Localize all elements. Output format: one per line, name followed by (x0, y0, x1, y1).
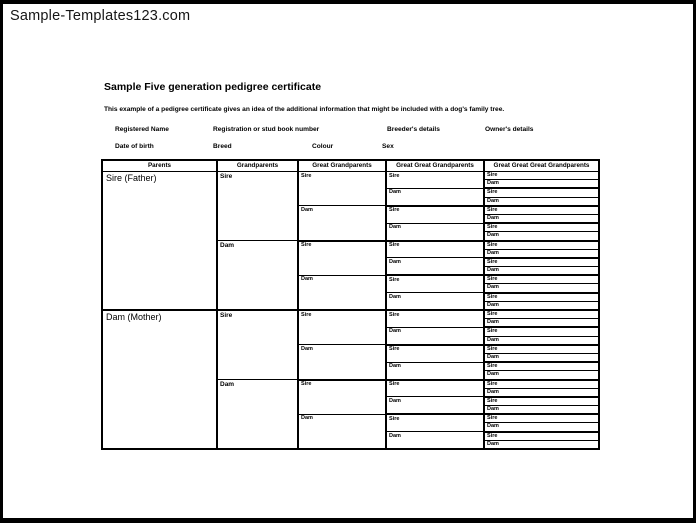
pedigree-cell-label: Sire (389, 172, 400, 179)
field-label-registered-name: Registered Name (115, 126, 169, 133)
pedigree-cell-label: Dam (487, 336, 499, 343)
pedigree-cell-label: Sire (487, 345, 498, 352)
pedigree-cell-label: Sire (487, 432, 498, 439)
pedigree-cell (485, 250, 598, 259)
pedigree-cell (485, 284, 598, 293)
pedigree-cell (485, 215, 598, 224)
pedigree-cell (485, 189, 598, 197)
pedigree-column-3 (385, 161, 483, 448)
pedigree-cell (218, 380, 297, 448)
pedigree-cell (485, 328, 598, 336)
pedigree-cell-label: Sire (389, 381, 400, 387)
pedigree-cell-label: Sire (389, 311, 400, 318)
pedigree-cell (485, 389, 598, 398)
pedigree-cell (387, 328, 483, 346)
pedigree-column-header: Great Grandparents (299, 161, 385, 172)
pedigree-cell (485, 294, 598, 302)
pedigree-cell-label: Dam (487, 406, 499, 413)
pedigree-cell (485, 381, 598, 389)
pedigree-cell-label: Sire (487, 276, 498, 283)
pedigree-cell (485, 346, 598, 354)
pedigree-cell-label: Dam (389, 189, 401, 196)
pedigree-cell (387, 363, 483, 381)
pedigree-cell (387, 293, 483, 311)
pedigree-cell-label: Dam (487, 301, 499, 308)
pedigree-column-2 (297, 161, 385, 448)
pedigree-cell (387, 311, 483, 328)
pedigree-cell (485, 232, 598, 241)
pedigree-cell-label: Sire (487, 189, 498, 196)
pedigree-cell-label: Sire (487, 293, 498, 300)
pedigree-cell-label: Dam (487, 388, 499, 395)
pedigree-cell-label: Dam (487, 232, 499, 239)
pedigree-cell (485, 433, 598, 441)
pedigree-cell (387, 172, 483, 189)
pedigree-cell (485, 172, 598, 180)
document-subtitle: This example of a pedigree certificate gives an idea of the additional information that might be included with a dog's family tree. (104, 106, 505, 113)
pedigree-cell (218, 172, 297, 241)
pedigree-cell-label: Dam (487, 423, 499, 430)
pedigree-cell (485, 423, 598, 432)
pedigree-cell (387, 224, 483, 242)
pedigree-cell-label: Dam (220, 381, 235, 388)
pedigree-cell (299, 345, 385, 380)
pedigree-cell (299, 206, 385, 241)
pedigree-cell (387, 207, 483, 224)
pedigree-cell-label: Dam (389, 258, 401, 265)
pedigree-cell-label: Dam (389, 363, 401, 370)
pedigree-cell (485, 180, 598, 189)
pedigree-cell (387, 381, 483, 398)
pedigree-column-header: Grandparents (218, 161, 297, 172)
pedigree-cell (485, 242, 598, 250)
pedigree-cell (387, 397, 483, 415)
pedigree-cell-label: Dam (389, 432, 401, 439)
pedigree-cell (387, 189, 483, 207)
document-title: Sample Five generation pedigree certificate (104, 81, 322, 93)
pedigree-column-0 (103, 161, 216, 448)
pedigree-cell (299, 311, 385, 345)
pedigree-cell (485, 398, 598, 406)
pedigree-cell (299, 242, 385, 276)
pedigree-cell (485, 224, 598, 232)
pedigree-column-header: Great Great Grandparents (387, 161, 483, 172)
pedigree-cell (218, 311, 297, 380)
pedigree-cell-label: Sire (487, 363, 498, 370)
pedigree-cell-label: Dam (389, 224, 401, 231)
field-label-owners-details: Owner's details (485, 126, 534, 133)
pedigree-cell-label: Sire (220, 173, 233, 180)
pedigree-cell (485, 198, 598, 207)
pedigree-cell (103, 172, 216, 311)
pedigree-cell (485, 406, 598, 415)
pedigree-column-1 (216, 161, 297, 448)
pedigree-cell-label: Sire (487, 415, 498, 422)
pedigree-cell (387, 276, 483, 293)
pedigree-cell-label: Dam (487, 371, 499, 378)
pedigree-cell-label: Dam (389, 293, 401, 300)
pedigree-column-header: Great Great Great Grandparents (485, 161, 598, 172)
pedigree-cell-label: Sire (487, 258, 498, 265)
pedigree-cell-label: Dam (301, 415, 313, 422)
pedigree-cell-label: Dam (487, 440, 499, 447)
pedigree-cell-label: Sire (389, 207, 400, 214)
field-label-sex: Sex (382, 143, 394, 150)
field-label-date-of-birth: Date of birth (115, 143, 154, 150)
pedigree-cell-label: Sire (220, 312, 233, 319)
pedigree-cell-label: Dam (301, 276, 313, 283)
pedigree-cell-label: Sire (301, 311, 312, 318)
pedigree-cell-label: Dam (389, 397, 401, 404)
pedigree-cell-label: Sire (487, 311, 498, 317)
pedigree-cell-label: Sire (301, 381, 312, 387)
pedigree-cell (299, 381, 385, 415)
field-label-breed: Breed (213, 143, 232, 150)
pedigree-cell-label: Sire (487, 241, 498, 248)
pedigree-cell-label: Sire (487, 224, 498, 231)
field-label-breeders-details: Breeder's details (387, 126, 440, 133)
pedigree-cell-label: Dam (487, 249, 499, 256)
pedigree-cell (387, 346, 483, 363)
pedigree-cell-label: Dam (389, 328, 401, 335)
pedigree-cell (485, 276, 598, 284)
pedigree-cell-label: Sire (487, 380, 498, 387)
pedigree-cell-label: Dam (487, 319, 499, 326)
pedigree-column-4 (483, 161, 598, 448)
pedigree-cell (485, 371, 598, 380)
pedigree-cell-label: Sire (389, 276, 400, 283)
pedigree-cell-label: Dam (487, 197, 499, 204)
pedigree-column-header: Parents (103, 161, 216, 172)
pedigree-cell (387, 415, 483, 432)
pedigree-cell (218, 241, 297, 311)
pedigree-cell-label: Dam (220, 242, 235, 249)
pedigree-cell (387, 432, 483, 448)
pedigree-cell (485, 441, 598, 448)
pedigree-cell-label: Sire (389, 346, 400, 353)
pedigree-cell (485, 302, 598, 311)
pedigree-cell-label: Dam (Mother) (106, 312, 162, 322)
pedigree-cell-label: Dam (487, 284, 499, 291)
pedigree-cell (485, 207, 598, 215)
pedigree-cell-label: Dam (487, 353, 499, 360)
pedigree-cell-label: Dam (487, 267, 499, 274)
pedigree-cell-label: Sire (487, 397, 498, 404)
pedigree-cell-label: Sire (389, 242, 400, 248)
pedigree-cell (299, 415, 385, 448)
pedigree-cell (299, 172, 385, 206)
pedigree-cell-label: Dam (301, 206, 313, 213)
pedigree-cell (485, 311, 598, 319)
pedigree-cell (299, 276, 385, 311)
site-watermark: Sample-Templates123.com (10, 8, 191, 24)
pedigree-cell-label: Sire (487, 172, 498, 178)
pedigree-cell-label: Dam (301, 345, 313, 352)
pedigree-cell-label: Sire (487, 206, 498, 213)
pedigree-cell (485, 337, 598, 346)
pedigree-cell (387, 258, 483, 276)
pedigree-cell (485, 354, 598, 363)
pedigree-cell (387, 242, 483, 259)
pedigree-table (101, 159, 600, 450)
pedigree-cell (485, 319, 598, 328)
pedigree-cell (485, 415, 598, 423)
pedigree-cell (485, 267, 598, 276)
pedigree-cell-label: Dam (487, 180, 499, 187)
pedigree-cell (485, 363, 598, 371)
pedigree-cell-label: Sire (487, 328, 498, 335)
pedigree-cell-label: Sire (389, 415, 400, 422)
pedigree-cell-label: Sire (Father) (106, 173, 157, 183)
field-label-colour: Colour (312, 143, 334, 150)
pedigree-cell (103, 311, 216, 448)
pedigree-cell-label: Sire (301, 242, 312, 248)
pedigree-cell-label: Sire (301, 172, 312, 179)
field-label-registration-number: Registration or stud book number (213, 126, 320, 133)
pedigree-cell-label: Dam (487, 214, 499, 221)
pedigree-cell (485, 259, 598, 267)
